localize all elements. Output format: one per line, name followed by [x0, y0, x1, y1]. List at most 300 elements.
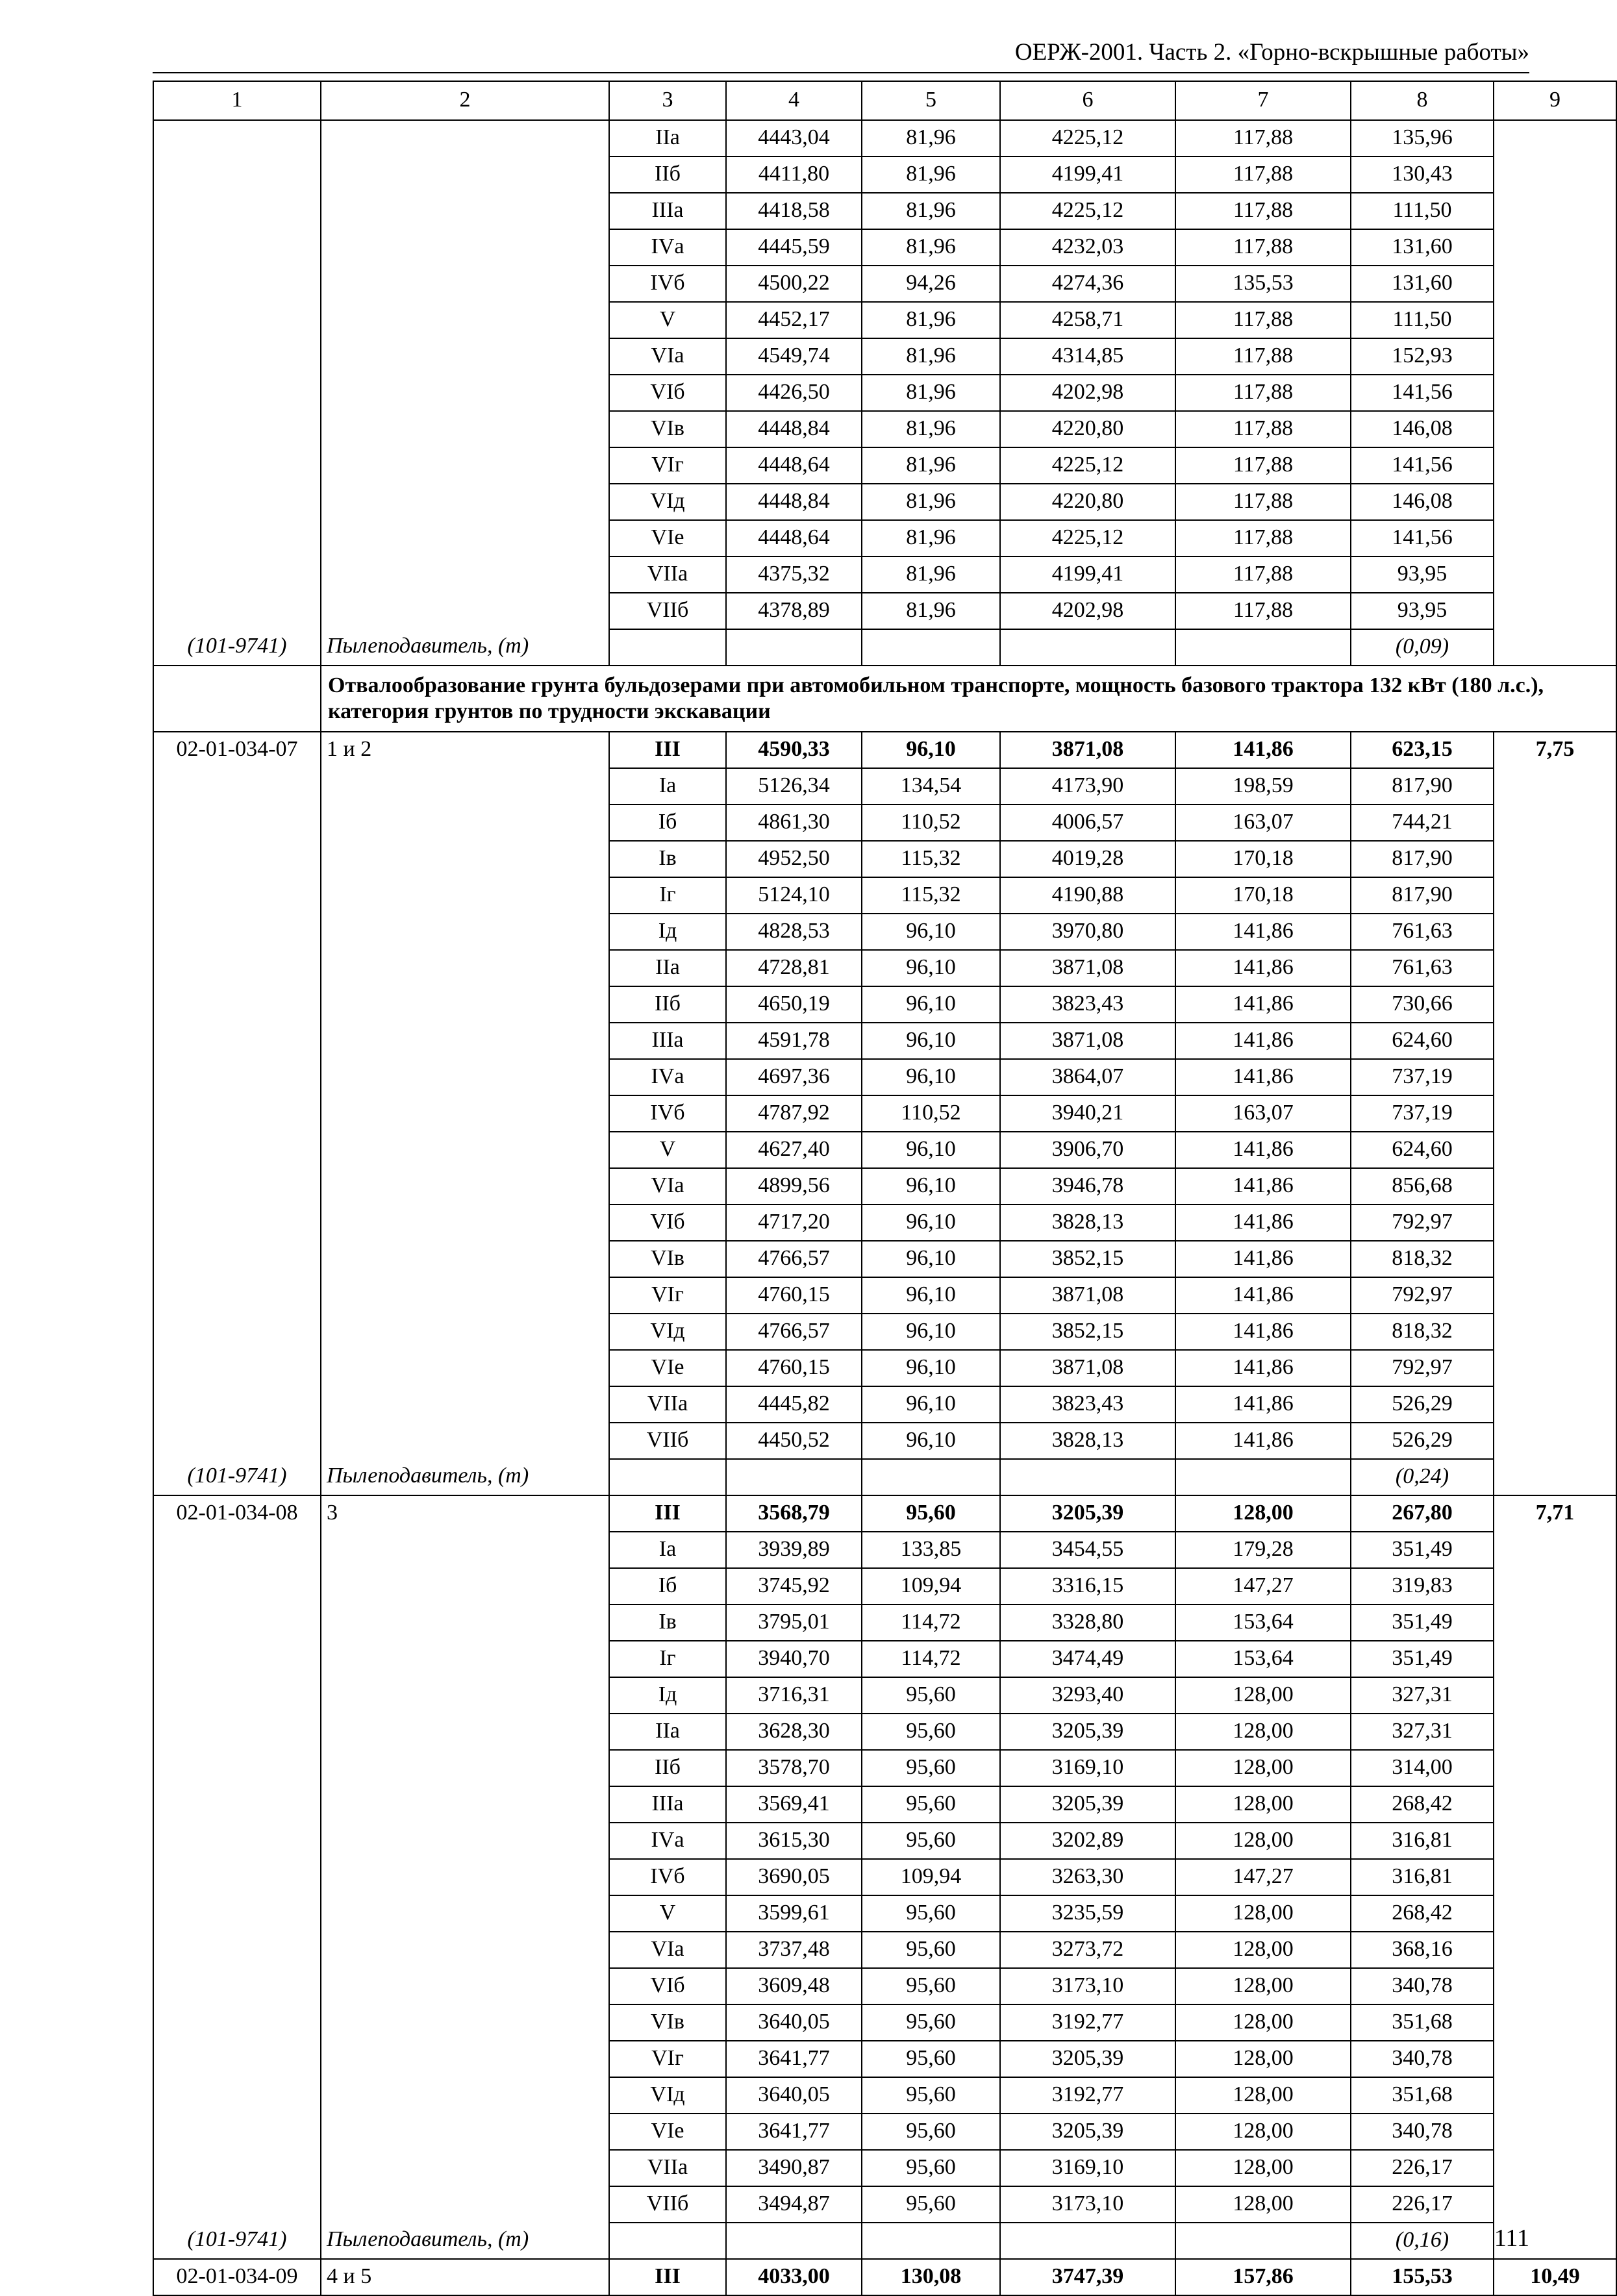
value-cell: 115,32 — [862, 841, 1000, 877]
category-cell — [321, 2150, 609, 2186]
value-cell: 351,49 — [1351, 1604, 1494, 1641]
col9-cell — [1494, 950, 1616, 986]
value-cell: 4828,53 — [726, 914, 862, 950]
col9-cell — [1494, 805, 1616, 841]
category-cell — [321, 484, 609, 520]
table-row — [153, 375, 1616, 411]
value-cell: 3569,41 — [726, 1786, 862, 1823]
value-cell: 5124,10 — [726, 877, 862, 914]
value-cell: 4861,30 — [726, 805, 862, 841]
value-cell: III — [609, 1495, 726, 1532]
value-cell: 117,88 — [1175, 411, 1351, 447]
category-cell — [321, 1023, 609, 1059]
code-cell — [153, 805, 321, 841]
value-cell: Iд — [609, 914, 726, 950]
value-cell: 146,08 — [1351, 484, 1494, 520]
category-cell — [321, 986, 609, 1023]
value-cell: 141,86 — [1175, 1168, 1351, 1204]
value-cell: 792,97 — [1351, 1350, 1494, 1386]
col9-cell — [1494, 877, 1616, 914]
value-cell: 153,64 — [1175, 1641, 1351, 1677]
value-cell: 3615,30 — [726, 1823, 862, 1859]
value-cell: Iв — [609, 841, 726, 877]
value-cell: 95,60 — [862, 1895, 1000, 1932]
col9-cell — [1494, 1386, 1616, 1423]
table-row — [153, 1314, 1616, 1350]
value-cell: 4418,58 — [726, 193, 862, 229]
value-cell: 96,10 — [862, 1423, 1000, 1459]
table-row — [153, 2114, 1616, 2150]
value-cell: 115,32 — [862, 877, 1000, 914]
table-row — [153, 1677, 1616, 1714]
category-cell — [321, 302, 609, 338]
value-cell: 3747,39 — [1000, 2259, 1175, 2295]
value-cell: VIб — [609, 1968, 726, 2004]
value-cell: 818,32 — [1351, 1314, 1494, 1350]
category-cell — [321, 1859, 609, 1895]
col9-cell — [1494, 1714, 1616, 1750]
table-row — [153, 1641, 1616, 1677]
table-row — [153, 1568, 1616, 1604]
code-cell — [153, 1095, 321, 1132]
value-cell: 131,60 — [1351, 266, 1494, 302]
code-cell — [153, 1786, 321, 1823]
value-cell: 4220,80 — [1000, 411, 1175, 447]
value-cell: 117,88 — [1175, 193, 1351, 229]
category-cell — [321, 1204, 609, 1241]
value-cell: VIб — [609, 1204, 726, 1241]
value-cell: 114,72 — [862, 1641, 1000, 1677]
table-row — [153, 1714, 1616, 1750]
value-cell: 3235,59 — [1000, 1895, 1175, 1932]
section-title: Отвалообразование грунта бульдозерами при автомобильном транспорте, мощность базового трактора 132 кВт (180 л.с.), категория грунтов по трудности экскавации — [321, 666, 1616, 732]
category-cell — [321, 1059, 609, 1095]
value-cell: 147,27 — [1175, 1568, 1351, 1604]
value-cell: 3454,55 — [1000, 1532, 1175, 1568]
value-cell: 110,52 — [862, 1095, 1000, 1132]
value-cell: 3490,87 — [726, 2150, 862, 2186]
value-cell: 4220,80 — [1000, 484, 1175, 520]
value-cell: 3871,08 — [1000, 1350, 1175, 1386]
value-cell: 96,10 — [862, 1023, 1000, 1059]
material-row — [153, 2223, 1616, 2259]
value-cell: VIе — [609, 520, 726, 556]
value-cell: 624,60 — [1351, 1132, 1494, 1168]
material-name: Пылеподавитель, (т) — [321, 629, 609, 666]
value-cell: 96,10 — [862, 1241, 1000, 1277]
value-cell: 4591,78 — [726, 1023, 862, 1059]
value-cell: IVа — [609, 1059, 726, 1095]
value-cell: Iа — [609, 1532, 726, 1568]
value-cell: 3852,15 — [1000, 1314, 1175, 1350]
value-cell: 141,56 — [1351, 520, 1494, 556]
code-cell — [153, 1932, 321, 1968]
table-row — [153, 1386, 1616, 1423]
value-cell: 163,07 — [1175, 1095, 1351, 1132]
value-cell: IVа — [609, 229, 726, 266]
column-number: 2 — [321, 81, 609, 120]
value-cell — [726, 1459, 862, 1495]
value-cell: 226,17 — [1351, 2150, 1494, 2186]
value-cell: 110,52 — [862, 805, 1000, 841]
value-cell: VIа — [609, 1168, 726, 1204]
value-cell: 856,68 — [1351, 1168, 1494, 1204]
table-row — [153, 447, 1616, 484]
category-cell — [321, 593, 609, 629]
value-cell: 4717,20 — [726, 1204, 862, 1241]
category-cell — [321, 1786, 609, 1823]
table-row — [153, 593, 1616, 629]
code-cell: 02-01-034-07 — [153, 732, 321, 768]
value-cell: 141,86 — [1175, 732, 1351, 768]
value-cell: VIд — [609, 484, 726, 520]
value-cell: 3716,31 — [726, 1677, 862, 1714]
code-cell — [153, 1023, 321, 1059]
code-cell — [153, 1241, 321, 1277]
table-row — [153, 1423, 1616, 1459]
value-cell: 3940,21 — [1000, 1095, 1175, 1132]
code-cell — [153, 2004, 321, 2041]
table-row — [153, 914, 1616, 950]
code-cell: 02-01-034-08 — [153, 1495, 321, 1532]
value-cell: 327,31 — [1351, 1714, 1494, 1750]
value-cell: 761,63 — [1351, 914, 1494, 950]
value-cell: 117,88 — [1175, 229, 1351, 266]
value-cell: VIIа — [609, 2150, 726, 2186]
code-cell — [153, 1714, 321, 1750]
table-row — [153, 1968, 1616, 2004]
table-row — [153, 2041, 1616, 2077]
value-cell: 117,88 — [1175, 556, 1351, 593]
value-cell: 351,49 — [1351, 1532, 1494, 1568]
table-row — [153, 2077, 1616, 2114]
value-cell: 95,60 — [862, 1495, 1000, 1532]
category-cell — [321, 1677, 609, 1714]
col9-cell — [1494, 768, 1616, 805]
code-cell — [153, 2041, 321, 2077]
value-cell: 95,60 — [862, 1932, 1000, 1968]
value-cell: 3641,77 — [726, 2041, 862, 2077]
value-cell: 4225,12 — [1000, 193, 1175, 229]
value-cell: 95,60 — [862, 2004, 1000, 2041]
value-cell: 4766,57 — [726, 1241, 862, 1277]
value-cell: 4173,90 — [1000, 768, 1175, 805]
value-cell: 314,00 — [1351, 1750, 1494, 1786]
col9-cell — [1494, 914, 1616, 950]
value-cell: 81,96 — [862, 411, 1000, 447]
value-cell: 327,31 — [1351, 1677, 1494, 1714]
value-cell — [1000, 1459, 1175, 1495]
value-cell: VIIб — [609, 2186, 726, 2223]
value-cell: 3169,10 — [1000, 1750, 1175, 1786]
value-cell: 131,60 — [1351, 229, 1494, 266]
col9-cell — [1494, 1532, 1616, 1568]
code-cell — [153, 1750, 321, 1786]
value-cell: 128,00 — [1175, 1677, 1351, 1714]
rates-table — [153, 81, 1617, 2296]
code-cell — [153, 120, 321, 156]
value-cell: 117,88 — [1175, 338, 1351, 375]
value-cell: 128,00 — [1175, 1714, 1351, 1750]
code-cell — [153, 593, 321, 629]
value-cell: 96,10 — [862, 914, 1000, 950]
code-cell — [153, 1168, 321, 1204]
value-cell: 96,10 — [862, 1059, 1000, 1095]
table-row — [153, 120, 1616, 156]
value-cell: 96,10 — [862, 950, 1000, 986]
col9-cell — [1494, 1459, 1616, 1495]
value-cell: 141,86 — [1175, 986, 1351, 1023]
value-cell — [609, 2223, 726, 2259]
value-cell: 624,60 — [1351, 1023, 1494, 1059]
col9-cell — [1494, 447, 1616, 484]
col9-cell — [1494, 411, 1616, 447]
col9-cell — [1494, 484, 1616, 520]
value-cell: 81,96 — [862, 120, 1000, 156]
value-cell: 3745,92 — [726, 1568, 862, 1604]
category-cell — [321, 1095, 609, 1132]
code-cell — [153, 1423, 321, 1459]
code-cell — [153, 877, 321, 914]
value-cell: 3871,08 — [1000, 1277, 1175, 1314]
value-cell: 4258,71 — [1000, 302, 1175, 338]
value-cell: IIа — [609, 950, 726, 986]
value-cell: 95,60 — [862, 1714, 1000, 1750]
col9-cell — [1494, 841, 1616, 877]
value-cell: 81,96 — [862, 447, 1000, 484]
value-cell — [609, 629, 726, 666]
table-row-main — [153, 1495, 1616, 1532]
value-cell: 111,50 — [1351, 193, 1494, 229]
value-cell: IVа — [609, 1823, 726, 1859]
value-cell: 95,60 — [862, 1968, 1000, 2004]
col9-cell: 7,71 — [1494, 1495, 1616, 1532]
value-cell: 117,88 — [1175, 375, 1351, 411]
category-cell — [321, 120, 609, 156]
table-row — [153, 1168, 1616, 1204]
value-cell: 267,80 — [1351, 1495, 1494, 1532]
code-cell — [153, 1895, 321, 1932]
col9-cell — [1494, 229, 1616, 266]
value-cell: 4033,00 — [726, 2259, 862, 2295]
value-cell: 4225,12 — [1000, 520, 1175, 556]
value-cell: 141,86 — [1175, 1204, 1351, 1241]
value-cell: 128,00 — [1175, 2114, 1351, 2150]
category-cell — [321, 1532, 609, 1568]
category-cell — [321, 805, 609, 841]
table-row — [153, 411, 1616, 447]
value-cell: 4760,15 — [726, 1277, 862, 1314]
code-cell — [153, 1277, 321, 1314]
column-number: 4 — [726, 81, 862, 120]
value-cell: 128,00 — [1175, 2186, 1351, 2223]
value-cell: 128,00 — [1175, 1968, 1351, 2004]
value-cell: 3871,08 — [1000, 1023, 1175, 1059]
material-row — [153, 629, 1616, 666]
table-row — [153, 156, 1616, 193]
header-title: ОЕРЖ-2001. Часть 2. «Горно-вскрышные работы» — [1014, 39, 1529, 66]
value-cell: 4202,98 — [1000, 375, 1175, 411]
column-number: 7 — [1175, 81, 1351, 120]
table-row — [153, 2150, 1616, 2186]
material-qty: (0,09) — [1351, 629, 1494, 666]
code-cell — [153, 338, 321, 375]
column-number-row — [153, 81, 1616, 120]
value-cell: 3871,08 — [1000, 732, 1175, 768]
category-cell — [321, 1641, 609, 1677]
value-cell: 81,96 — [862, 593, 1000, 629]
category-cell — [321, 2077, 609, 2114]
value-cell: Iб — [609, 805, 726, 841]
value-cell: 141,86 — [1175, 1350, 1351, 1386]
code-cell — [153, 1859, 321, 1895]
value-cell: 3871,08 — [1000, 950, 1175, 986]
category-cell — [321, 1241, 609, 1277]
col9-cell — [1494, 266, 1616, 302]
value-cell: 3205,39 — [1000, 1714, 1175, 1750]
value-cell: IIб — [609, 156, 726, 193]
value-cell: 157,86 — [1175, 2259, 1351, 2295]
value-cell: 141,86 — [1175, 1132, 1351, 1168]
table-row-main — [153, 732, 1616, 768]
value-cell: 761,63 — [1351, 950, 1494, 986]
value-cell: 3640,05 — [726, 2004, 862, 2041]
code-cell — [153, 520, 321, 556]
value-cell — [1175, 629, 1351, 666]
col9-cell — [1494, 302, 1616, 338]
value-cell: 4314,85 — [1000, 338, 1175, 375]
value-cell — [1175, 1459, 1351, 1495]
category-cell — [321, 1423, 609, 1459]
code-cell — [153, 1677, 321, 1714]
table-row — [153, 1204, 1616, 1241]
value-cell: 95,60 — [862, 2041, 1000, 2077]
value-cell: 111,50 — [1351, 302, 1494, 338]
code-cell — [153, 2114, 321, 2150]
value-cell: 128,00 — [1175, 1823, 1351, 1859]
value-cell: 730,66 — [1351, 986, 1494, 1023]
value-cell: 4190,88 — [1000, 877, 1175, 914]
header-rule — [153, 72, 1529, 73]
value-cell: 3906,70 — [1000, 1132, 1175, 1168]
value-cell — [726, 2223, 862, 2259]
table-row-main — [153, 2259, 1616, 2295]
value-cell: 3939,89 — [726, 1532, 862, 1568]
value-cell: 128,00 — [1175, 1750, 1351, 1786]
value-cell: IIа — [609, 1714, 726, 1750]
category-cell — [321, 841, 609, 877]
category-cell — [321, 1714, 609, 1750]
material-code: (101-9741) — [153, 2223, 321, 2259]
category-cell — [321, 1568, 609, 1604]
value-cell — [862, 2223, 1000, 2259]
value-cell: 3494,87 — [726, 2186, 862, 2223]
value-cell: 3205,39 — [1000, 2041, 1175, 2077]
page-number: 111 — [1494, 2225, 1529, 2252]
value-cell: 117,88 — [1175, 120, 1351, 156]
value-cell: 96,10 — [862, 732, 1000, 768]
table-row — [153, 1895, 1616, 1932]
value-cell: 3173,10 — [1000, 1968, 1175, 2004]
col9-cell: 10,49 — [1494, 2259, 1616, 2295]
value-cell: 163,07 — [1175, 805, 1351, 841]
material-code: (101-9741) — [153, 629, 321, 666]
value-cell: 3173,10 — [1000, 2186, 1175, 2223]
value-cell: 4225,12 — [1000, 120, 1175, 156]
value-cell: 141,86 — [1175, 1277, 1351, 1314]
category-cell — [321, 193, 609, 229]
col9-cell — [1494, 1823, 1616, 1859]
category-cell — [321, 520, 609, 556]
col9-cell — [1494, 1859, 1616, 1895]
value-cell: 155,53 — [1351, 2259, 1494, 2295]
value-cell: 340,78 — [1351, 2041, 1494, 2077]
value-cell: 3205,39 — [1000, 2114, 1175, 2150]
column-number: 5 — [862, 81, 1000, 120]
value-cell: 117,88 — [1175, 302, 1351, 338]
value-cell: 3823,43 — [1000, 986, 1175, 1023]
column-number: 1 — [153, 81, 321, 120]
value-cell: 153,64 — [1175, 1604, 1351, 1641]
value-cell: 4760,15 — [726, 1350, 862, 1386]
category-cell — [321, 1895, 609, 1932]
value-cell: 3169,10 — [1000, 2150, 1175, 2186]
category-cell: 1 и 2 — [321, 732, 609, 768]
value-cell: 95,60 — [862, 1750, 1000, 1786]
value-cell: 134,54 — [862, 768, 1000, 805]
col9-cell — [1494, 1241, 1616, 1277]
value-cell: VIд — [609, 1314, 726, 1350]
value-cell: 4448,64 — [726, 520, 862, 556]
material-code: (101-9741) — [153, 1459, 321, 1495]
col9-cell — [1494, 1641, 1616, 1677]
category-cell — [321, 375, 609, 411]
value-cell: 152,93 — [1351, 338, 1494, 375]
col9-cell — [1494, 556, 1616, 593]
material-row — [153, 1459, 1616, 1495]
value-cell: 4202,98 — [1000, 593, 1175, 629]
value-cell — [862, 629, 1000, 666]
category-cell — [321, 1386, 609, 1423]
table-row — [153, 986, 1616, 1023]
value-cell: 130,43 — [1351, 156, 1494, 193]
category-cell — [321, 266, 609, 302]
value-cell: 133,85 — [862, 1532, 1000, 1568]
value-cell: 4650,19 — [726, 986, 862, 1023]
category-cell — [321, 1932, 609, 1968]
value-cell: 96,10 — [862, 1132, 1000, 1168]
value-cell: 526,29 — [1351, 1423, 1494, 1459]
code-cell: 02-01-034-09 — [153, 2259, 321, 2295]
value-cell: 96,10 — [862, 1314, 1000, 1350]
value-cell: 96,10 — [862, 1204, 1000, 1241]
value-cell: 268,42 — [1351, 1895, 1494, 1932]
col9-cell: 7,75 — [1494, 732, 1616, 768]
col9-cell — [1494, 2041, 1616, 2077]
col9-cell — [1494, 1095, 1616, 1132]
value-cell — [726, 629, 862, 666]
col9-cell — [1494, 1895, 1616, 1932]
value-cell: 3823,43 — [1000, 1386, 1175, 1423]
value-cell: Iа — [609, 768, 726, 805]
value-cell: 198,59 — [1175, 768, 1351, 805]
col9-cell — [1494, 986, 1616, 1023]
value-cell: 351,68 — [1351, 2004, 1494, 2041]
value-cell: 4590,33 — [726, 732, 862, 768]
category-cell — [321, 2114, 609, 2150]
value-cell: 117,88 — [1175, 156, 1351, 193]
code-cell — [153, 986, 321, 1023]
